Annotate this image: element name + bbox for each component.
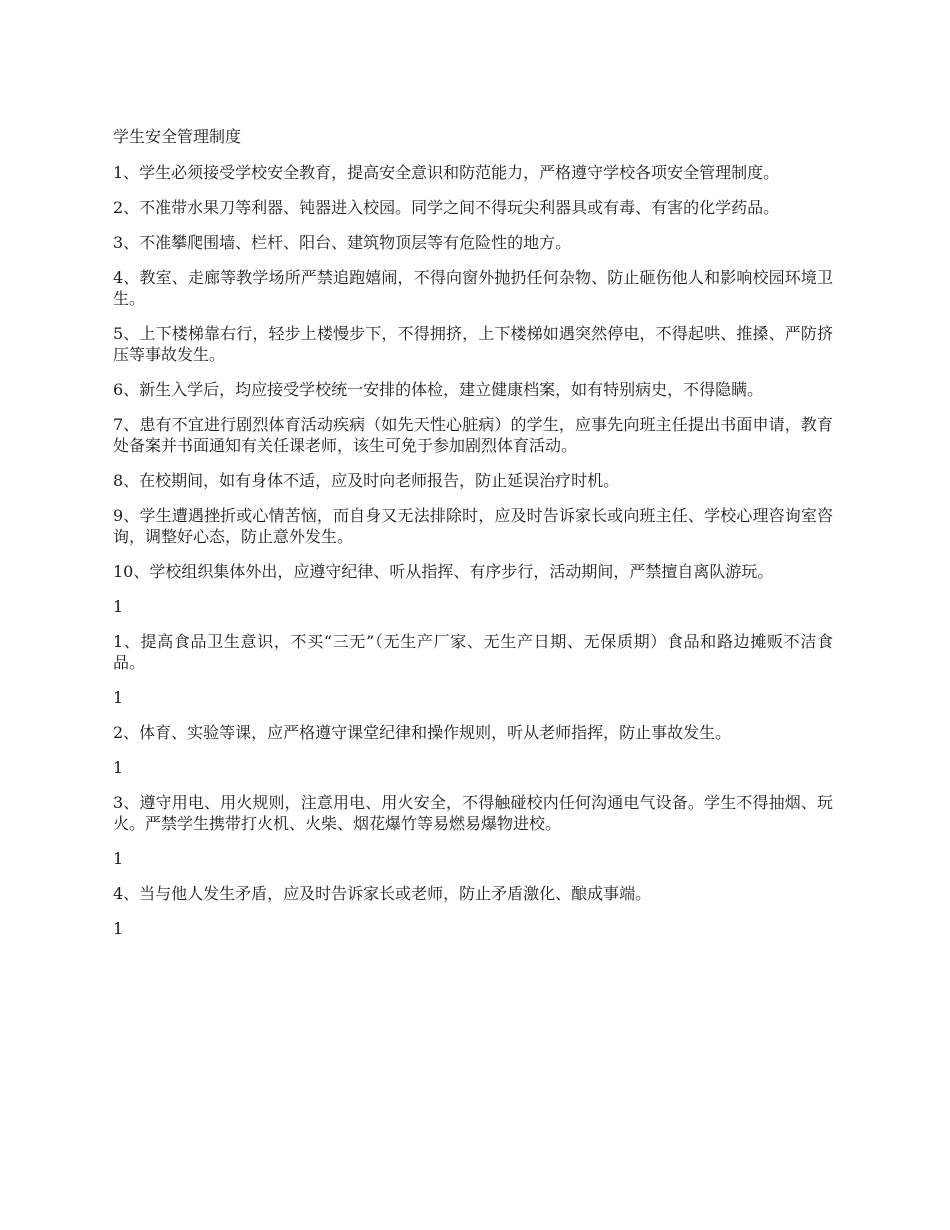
rule-paragraph: 3、不准攀爬围墙、栏杆、阳台、建筑物顶层等有危险性的地方。 — [113, 233, 572, 252]
rule-paragraph: 10、学校组织集体外出，应遵守纪律、听从指挥、有序步行，活动期间，严禁擅自离队游玩。 — [113, 562, 774, 581]
rule-paragraph: 6、新生入学后，均应接受学校统一安排的体检，建立健康档案，如有特别病史，不得隐瞒。 — [113, 380, 764, 399]
rule-paragraph: 2、不准带水果刀等利器、钝器进入校园。同学之间不得玩尖利器具或有毒、有害的化学药品。 — [113, 198, 780, 217]
page-number-marker: 1 — [113, 849, 124, 868]
rule-paragraph: 2、体育、实验等课，应严格遵守课堂纪律和操作规则，听从老师指挥，防止事故发生。 — [113, 723, 732, 742]
rule-paragraph: 7、患有不宜进行剧烈体育活动疾病（如先天性心脏病）的学生，应事先向班主任提出书面申请，教育处备案并书面通知有关任课老师，该生可免于参加剧烈体育活动。 — [113, 415, 833, 455]
rule-paragraph: 5、上下楼梯靠右行，轻步上楼慢步下，不得拥挤，上下楼梯如遇突然停电，不得起哄、推搡、严防挤压等事故发生。 — [113, 324, 833, 364]
document-title: 学生安全管理制度 — [113, 127, 242, 146]
page-number-marker: 1 — [113, 758, 124, 777]
page-number-marker: 1 — [113, 597, 124, 616]
rule-paragraph: 3、遵守用电、用火规则，注意用电、用火安全，不得触碰校内任何沟通电气设备。学生不得抽烟、玩火。严禁学生携带打火机、火柴、烟花爆竹等易燃易爆物进校。 — [113, 793, 833, 833]
rule-paragraph: 1、提高食品卫生意识，不买“三无”（无生产厂家、无生产日期、无保质期）食品和路边摊贩不洁食品。 — [113, 632, 833, 672]
rule-paragraph: 9、学生遭遇挫折或心情苦恼，而自身又无法排除时，应及时告诉家长或向班主任、学校心理咨询室咨询，调整好心态，防止意外发生。 — [113, 506, 833, 546]
rule-paragraph: 4、当与他人发生矛盾，应及时告诉家长或老师，防止矛盾激化、酿成事端。 — [113, 884, 652, 903]
page-number-marker: 1 — [113, 688, 124, 707]
page-number-marker: 1 — [113, 919, 124, 938]
document-page — [113, 126, 833, 953]
rule-paragraph: 1、学生必须接受学校安全教育，提高安全意识和防范能力，严格遵守学校各项安全管理制度。 — [113, 163, 780, 182]
rule-paragraph: 4、教室、走廊等教学场所严禁追跑嬉闹，不得向窗外抛扔任何杂物、防止砸伤他人和影响校园环境卫生。 — [113, 268, 833, 308]
rule-paragraph: 8、在校期间，如有身体不适，应及时向老师报告，防止延误治疗时机。 — [113, 471, 620, 490]
